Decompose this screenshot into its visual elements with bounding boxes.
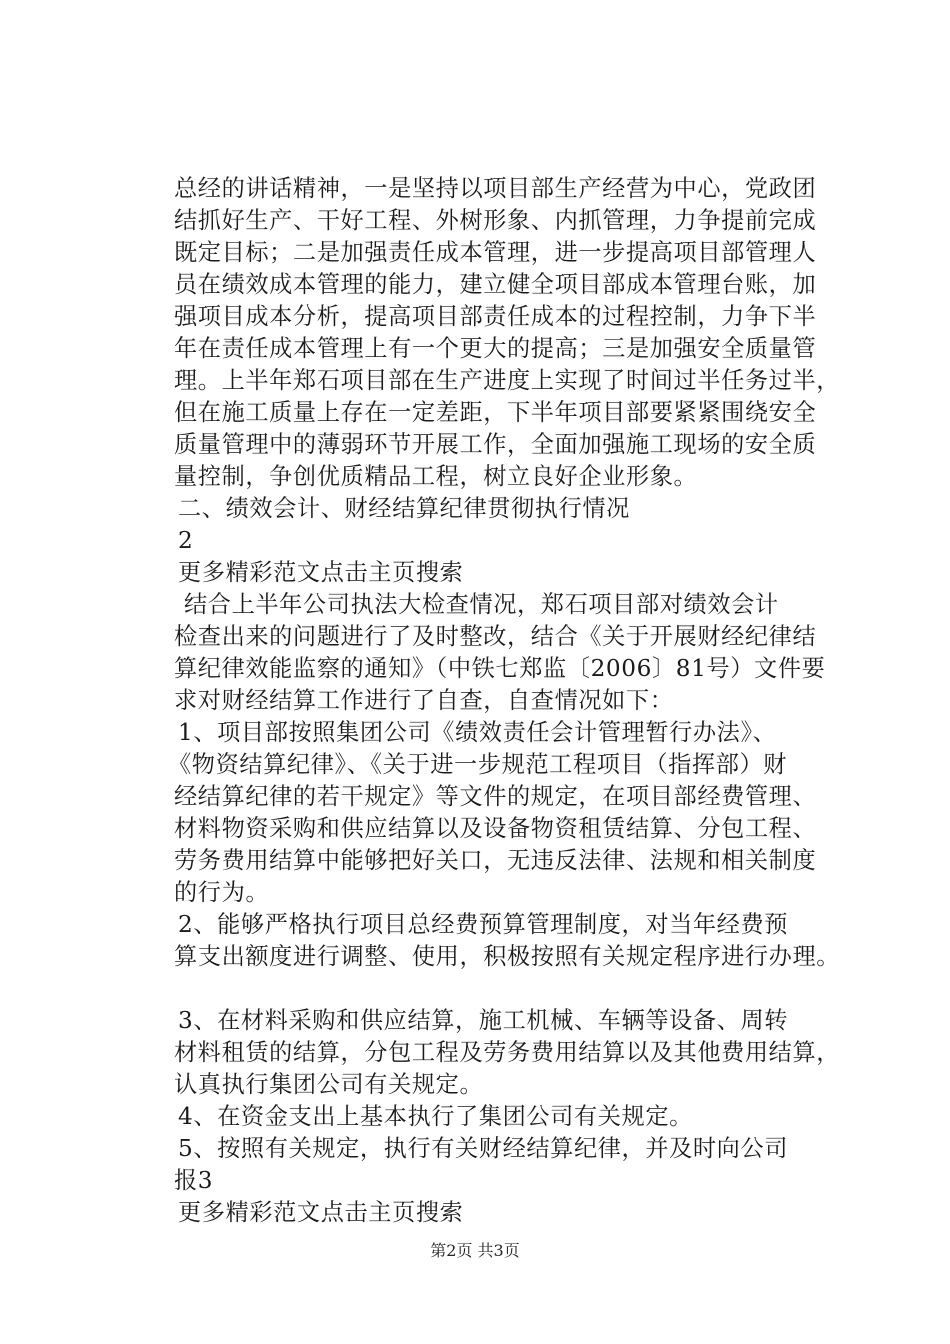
paragraph-line: 强项目成本分析，提高项目部责任成本的过程控制，力争下半 (174, 303, 817, 330)
paragraph-line: 质量管理中的薄弱环节开展工作，全面加强施工现场的安全质 (174, 431, 817, 458)
paragraph-line: 结抓好生产、干好工程、外树形象、内抓管理，力争提前完成 (174, 207, 817, 234)
page-number-marker: 2 (178, 527, 194, 554)
paragraph-line: 但在施工质量上存在一定差距，下半年项目部要紧紧围绕安全 (174, 399, 817, 426)
paragraph-line: 检查出来的问题进行了及时整改，结合《关于开展财经纪律结 (174, 623, 817, 650)
paragraph-line: 5、按照有关规定，执行有关财经结算纪律，并及时向公司 (178, 1135, 789, 1162)
promo-text: 更多精彩范文点击主页搜索 (178, 1199, 464, 1226)
paragraph-line: 员在绩效成本管理的能力，建立健全项目部成本管理台账，加 (174, 271, 817, 298)
section-heading: 二、绩效会计、财经结算纪律贯彻执行情况 (178, 495, 630, 522)
paragraph-line: 材料租赁的结算，分包工程及劳务费用结算以及其他费用结算， (174, 1039, 841, 1066)
paragraph-line: 1、项目部按照集团公司《绩效责任会计管理暂行办法》、 (178, 719, 777, 746)
paragraph-line: 经结算纪律的若干规定》等文件的规定，在项目部经费管理、 (174, 783, 817, 810)
promo-text: 更多精彩范文点击主页搜索 (178, 559, 464, 586)
paragraph-line: 求对财经结算工作进行了自查，自查情况如下： (174, 687, 674, 714)
paragraph-line: 算纪律效能监察的通知》（中铁七郑监〔2006〕81号）文件要 (174, 655, 826, 682)
paragraph-line: 4、在资金支出上基本执行了集团公司有关规定。 (178, 1103, 693, 1130)
paragraph-line: 材料物资采购和供应结算以及设备物资租赁结算、分包工程、 (174, 815, 817, 842)
paragraph-line: 算支出额度进行调整、使用，积极按照有关规定程序进行办理。 (174, 943, 841, 970)
paragraph-line: 认真执行集团公司有关规定。 (174, 1071, 484, 1098)
paragraph-line: 理。上半年郑石项目部在生产进度上实现了时间过半任务过半， (174, 367, 841, 394)
paragraph-line: 劳务费用结算中能够把好关口，无违反法律、法规和相关制度 (174, 847, 817, 874)
paragraph-line: 的行为。 (174, 879, 270, 906)
paragraph-line: 2、能够严格执行项目总经费预算管理制度，对当年经费预 (178, 911, 789, 938)
paragraph-line: 《物资结算纪律》、《关于进一步规范工程项目（指挥部）财 (168, 751, 788, 778)
paragraph-line: 报3 (174, 1167, 214, 1194)
page-footer: 第2页 共3页 (430, 1241, 520, 1260)
paragraph-line: 结合上半年公司执法大检查情况，郑石项目部对绩效会计 (184, 591, 779, 618)
paragraph-line: 年在责任成本管理上有一个更大的提高；三是加强安全质量管 (174, 335, 817, 362)
paragraph-line: 3、在材料采购和供应结算，施工机械、车辆等设备、周转 (178, 1007, 789, 1034)
paragraph-line: 总经的讲话精神，一是坚持以项目部生产经营为中心，党政团 (174, 175, 817, 202)
paragraph-line: 既定目标；二是加强责任成本管理，进一步提高项目部管理人 (174, 239, 817, 266)
paragraph-line: 量控制，争创优质精品工程，树立良好企业形象。 (174, 463, 698, 490)
